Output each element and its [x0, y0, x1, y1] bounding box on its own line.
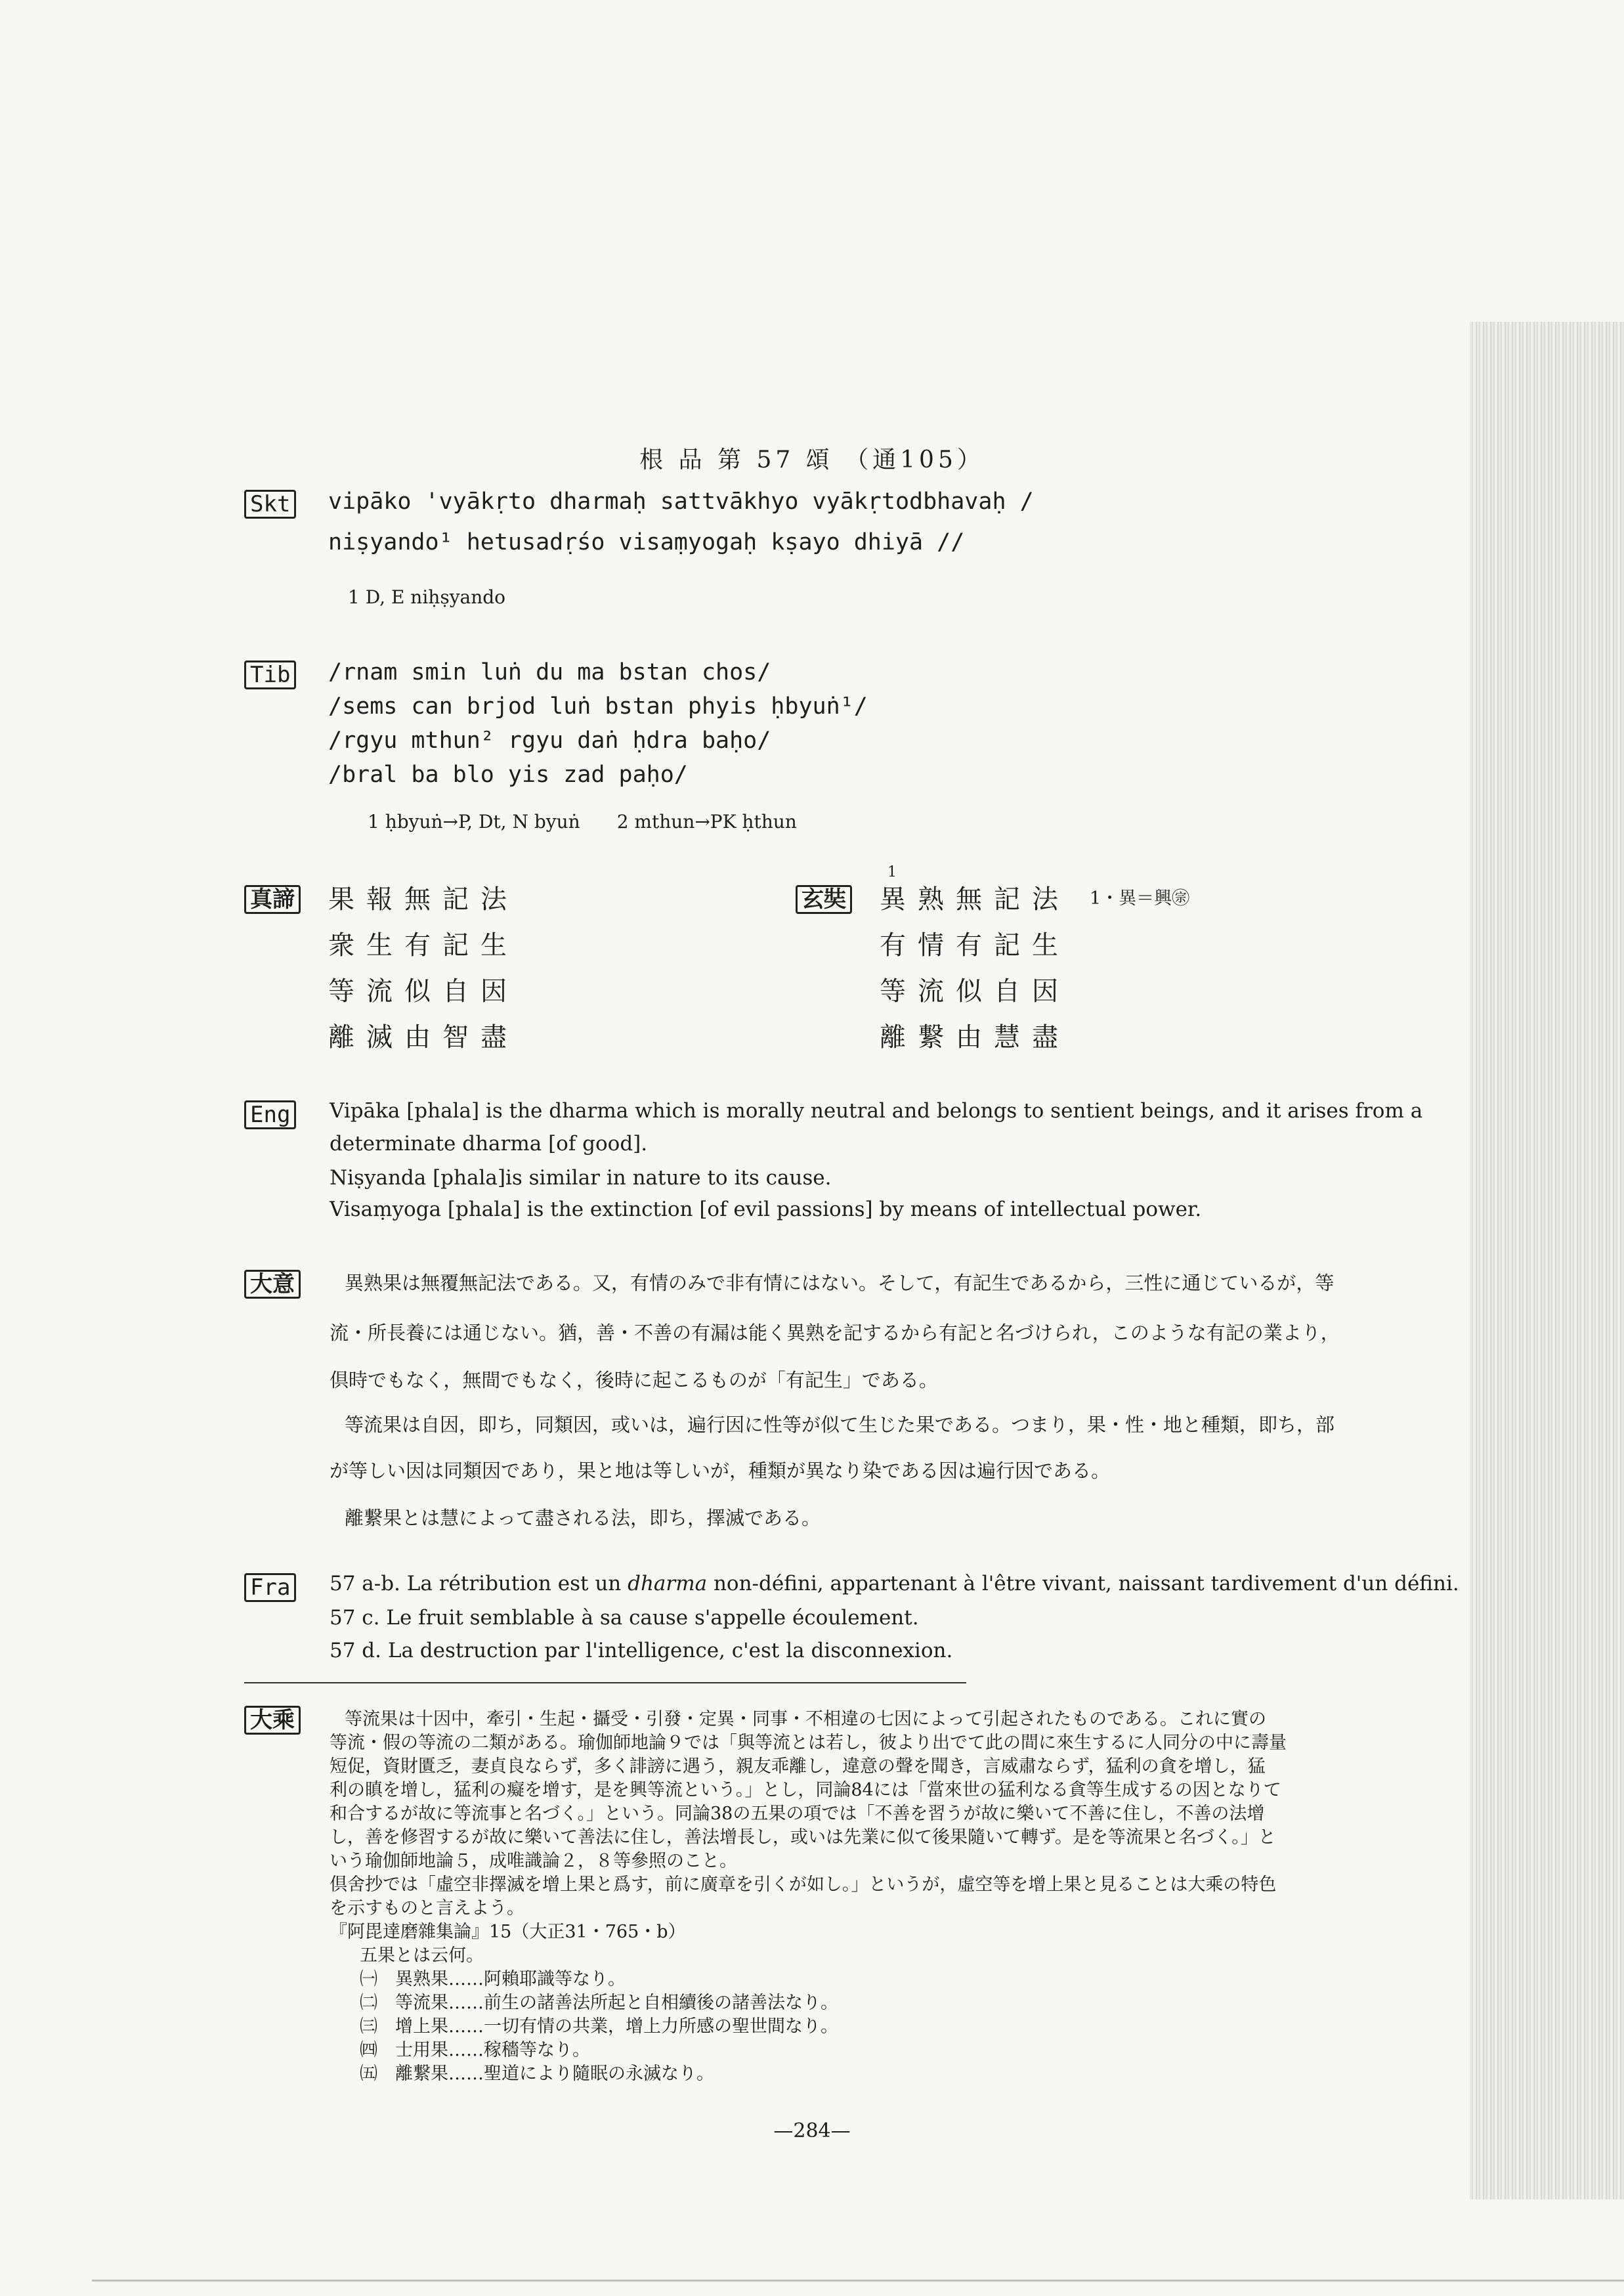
xuanzang-line-1: 異熟無記法 — [880, 884, 1070, 915]
taii-line-6: 離繋果とは慧によって盡される法，即ち，擇滅である。 — [345, 1507, 821, 1529]
xuanzang-line-3: 等流似自因 — [880, 976, 1070, 1007]
daijo-line-5: 和合するが故に等流事と名づく。」という。同論38の五果の項では「不善を習うが故に樂いて不善に住し，不善の法增 — [330, 1804, 1265, 1824]
scan-bottom-edge — [92, 2280, 1624, 2282]
taii-line-1: 異熟果は無覆無記法である。又，有情のみで非有情にはない。そして，有記生であるから，三性に通じているが，等 — [345, 1272, 1335, 1294]
section-tag-taii: 大意 — [244, 1270, 301, 1299]
fra-line-3: 57 d. La destruction par l'intelligence, c'est la disconnexion. — [330, 1639, 953, 1662]
daijo-line-9: を示すものと言えよう。 — [330, 1898, 524, 1918]
daijo-line-10: 『阿毘達磨雜集論』15（大正31・765・b） — [330, 1922, 686, 1942]
section-tag-skt: Skt — [244, 490, 296, 519]
daijo-line-16: ㈤ 離繋果……聖道により隨眠の永滅なり。 — [360, 2064, 714, 2084]
tib-line-3: /rgyu mthun² rgyu daṅ ḥdra baḥo/ — [328, 727, 771, 754]
daijo-line-2: 等流・假の等流の二類がある。瑜伽師地論９では「與等流とは若し，彼より出でて此の間に來生するに人同分の中に壽量 — [330, 1733, 1287, 1753]
tib-line-2: /sems can brjod luṅ bstan phyis ḥbyuṅ¹/ — [328, 693, 868, 720]
skt-footnote: 1 D, E niḥṣyando — [348, 586, 506, 608]
xuanzang-footnote-marker: 1 — [887, 864, 897, 880]
eng-line-4: Visaṃyoga [phala] is the extinction [of evil passions] by means of intellectual power. — [330, 1198, 1202, 1221]
skt-line-2: niṣyando¹ hetusadṛśo visaṃyogaḥ kṣayo dhiyā // — [328, 529, 965, 555]
fra-term-dharma: dharma — [628, 1572, 708, 1595]
daijo-line-13: ㈡ 等流果……前生の諸善法所起と自相續後の諸善法なり。 — [360, 1993, 838, 2013]
section-tag-daijo: 大乘 — [244, 1706, 301, 1735]
zhendi-line-4: 離滅由智盡 — [328, 1022, 519, 1052]
xuanzang-footnote: 1・異＝興㊪ — [1090, 888, 1190, 909]
fra-line-1: 57 a-b. La rétribution est un dharma non-défini, appartenant à l'être vivant, naissant tardivement d'un défini. — [330, 1572, 1459, 1595]
tib-line-1: /rnam smin luṅ du ma bstan chos/ — [328, 659, 771, 685]
skt-line-1: vipāko 'vyākṛto dharmaḥ sattvākhyo vyākṛtodbhavaḥ / — [328, 488, 1034, 515]
section-tag-fra: Fra — [244, 1573, 296, 1602]
section-tag-zhendi: 真諦 — [244, 885, 301, 914]
daijo-line-3: 短促，資財匱乏，妻貞良ならず，多く誹謗に遇う，親友乖離し，違意の聲を聞き，言威肅ならず，猛利の貪を增し，猛 — [330, 1756, 1266, 1777]
taii-line-3: 倶時でもなく，無間でもなく，後時に起こるものが「有記生」である。 — [330, 1369, 938, 1391]
daijo-line-6: し，善を修習するが故に樂いて善法に住し，善法增長し，或いは先業に似て後果隨いて轉ず。是を等流果と名づく。」と — [330, 1827, 1276, 1848]
daijo-line-4: 利の瞋を增し，猛利の癡を增す，是を興等流という。」とし，同論84には「當來世の猛利なる貪等生成するの因となりて — [330, 1780, 1281, 1800]
daijo-line-1: 等流果は十因中，牽引・生起・攝受・引發・定異・同事・不相違の七因によって引起されたものである。これに實の — [345, 1709, 1266, 1729]
daijo-line-15: ㈣ 士用果……稼穡等なり。 — [360, 2040, 590, 2060]
xuanzang-line-4: 離繋由慧盡 — [880, 1022, 1070, 1052]
section-tag-xuanzang: 玄奘 — [796, 885, 852, 914]
tib-footnote: 1 ḥbyuṅ→P, Dt, N byuṅ 2 mthun→PK ḥthun — [368, 811, 797, 833]
page-title: 根 品 第 57 頌 （通105） — [639, 446, 985, 473]
daijo-line-11: 五果とは云何。 — [360, 1945, 484, 1966]
daijo-line-12: ㈠ 異熟果……阿賴耶識等なり。 — [360, 1969, 626, 1989]
zhendi-line-2: 衆生有記生 — [328, 930, 519, 961]
taii-line-5: が等しい因は同類因であり，果と地は等しいが，種類が異なり染である因は遍行因である。 — [330, 1460, 1111, 1482]
footnote-rule — [244, 1682, 966, 1683]
page-number: —284— — [773, 2119, 851, 2142]
eng-line-1: Vipāka [phala] is the dharma which is morally neutral and belongs to sentient beings, and it arises from a — [330, 1099, 1423, 1123]
daijo-line-14: ㈢ 增上果……一切有情の共業，增上力所感の聖世間なり。 — [360, 2016, 838, 2037]
daijo-line-8: 倶舍抄では「虛空非擇滅を增上果と爲す，前に廣章を引くが如し。」というが，虛空等を增上果と見ることは大乘の特色 — [330, 1874, 1277, 1895]
xuanzang-line-2: 有情有記生 — [880, 930, 1070, 961]
section-tag-eng: Eng — [244, 1100, 296, 1129]
taii-line-2: 流・所長養には通じない。猶，善・不善の有漏は能く異熟を記するから有記と名づけられ，このような有記の業より， — [330, 1322, 1340, 1344]
zhendi-line-1: 果報無記法 — [328, 884, 519, 915]
daijo-line-7: いう瑜伽師地論５，成唯識論２，８等參照のこと。 — [330, 1851, 737, 1871]
eng-line-2: determinate dharma [of good]. — [330, 1132, 648, 1156]
section-tag-tib: Tib — [244, 661, 296, 689]
tib-line-4: /bral ba blo yis zad paḥo/ — [328, 762, 688, 788]
scanned-page-edge — [1470, 322, 1624, 2199]
taii-line-4: 等流果は自因，即ち，同類因，或いは，遍行因に性等が似て生じた果である。つまり，果・性・地と種類，即ち，部 — [345, 1414, 1335, 1436]
zhendi-line-3: 等流似自因 — [328, 976, 519, 1007]
eng-line-3: Niṣyanda [phala]is similar in nature to its cause. — [330, 1166, 832, 1190]
fra-line-2: 57 c. Le fruit semblable à sa cause s'appelle écoulement. — [330, 1606, 919, 1630]
